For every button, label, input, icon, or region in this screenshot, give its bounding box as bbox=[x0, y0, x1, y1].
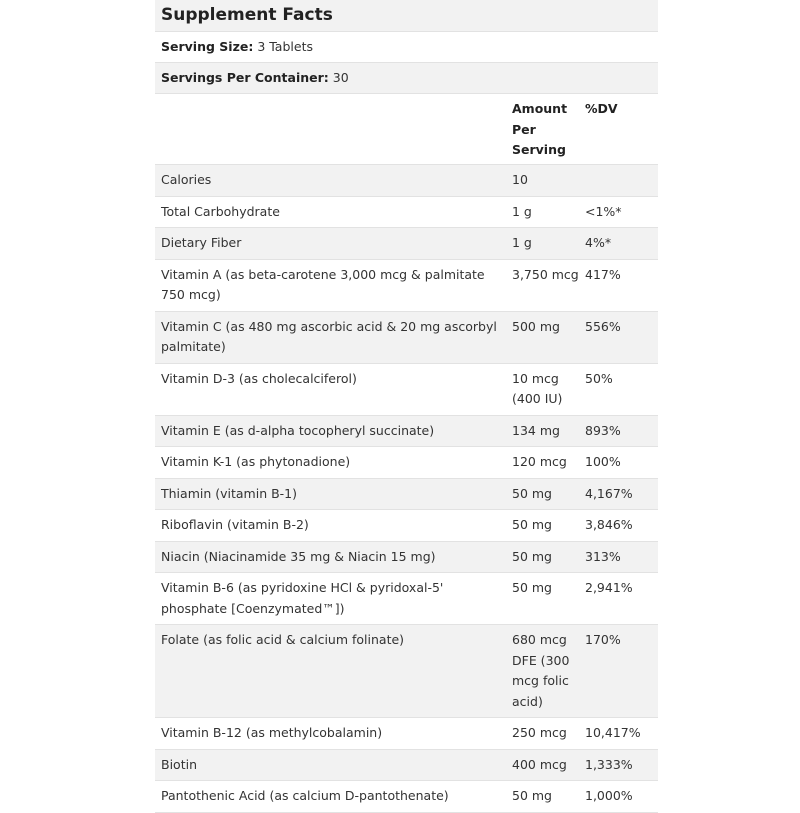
table-title: Supplement Facts bbox=[155, 0, 658, 32]
nutrient-dv: 417% bbox=[585, 266, 621, 282]
table-row bbox=[155, 312, 658, 364]
nutrient-name: Vitamin B-12 (as methylcobalamin) bbox=[161, 725, 383, 740]
nutrient-dv: 100% bbox=[585, 454, 621, 469]
table-row bbox=[155, 510, 658, 542]
table-row bbox=[155, 542, 658, 574]
nutrient-dv: 556% bbox=[585, 318, 621, 334]
header-amount: Amount Per Serving bbox=[512, 101, 568, 157]
nutrient-dv: 170% bbox=[585, 632, 621, 647]
nutrient-name: Riboflavin (vitamin B-2) bbox=[161, 517, 309, 532]
servings-per-container-value: 30 bbox=[332, 70, 349, 85]
nutrient-dv: 4,167% bbox=[585, 485, 633, 501]
header-dv: %DV bbox=[585, 101, 618, 116]
nutrient-name: Dietary Fiber bbox=[161, 235, 242, 250]
nutrient-dv: 4%* bbox=[585, 235, 612, 250]
nutrient-amount: 10 bbox=[512, 172, 528, 187]
nutrient-amount: 1 g bbox=[512, 235, 532, 250]
nutrient-dv: 313% bbox=[585, 548, 621, 564]
nutrient-dv: 3,846% bbox=[585, 517, 633, 532]
serving-size-value: 3 Tablets bbox=[257, 39, 313, 54]
table-row bbox=[155, 750, 658, 782]
nutrient-amount: 1 g bbox=[512, 203, 532, 219]
nutrient-amount: 250 mcg bbox=[512, 725, 567, 740]
nutrient-name: Folate (as folic acid & calcium folinate) bbox=[161, 632, 405, 647]
table-row bbox=[155, 781, 658, 813]
table-row bbox=[155, 364, 658, 416]
nutrient-amount: 500 mg bbox=[512, 318, 560, 334]
table-row bbox=[155, 260, 658, 312]
nutrient-name: Pantothenic Acid (as calcium D-pantothenate) bbox=[161, 788, 449, 803]
nutrient-amount: 50 mg bbox=[512, 517, 552, 532]
table-row bbox=[155, 573, 658, 625]
table-row bbox=[155, 228, 658, 260]
header-name-cell bbox=[155, 94, 506, 164]
servings-per-container-row bbox=[155, 63, 658, 94]
column-header-row bbox=[155, 94, 658, 165]
nutrient-rows bbox=[155, 165, 658, 813]
nutrient-name: Vitamin B-6 (as pyridoxine HCl & pyridoxal-5' phosphate [Coenzymated™]) bbox=[161, 580, 444, 616]
nutrient-dv: <1%* bbox=[585, 203, 622, 219]
table-row bbox=[155, 625, 658, 718]
nutrient-amount: 50 mg bbox=[512, 548, 552, 564]
nutrient-amount: 680 mcg DFE (300 mcg folic acid) bbox=[512, 632, 570, 709]
nutrient-name: Calories bbox=[161, 172, 212, 187]
nutrient-name: Vitamin K-1 (as phytonadione) bbox=[161, 454, 351, 469]
serving-size-label: Serving Size: bbox=[161, 39, 254, 54]
nutrient-name: Thiamin (vitamin B-1) bbox=[161, 485, 298, 501]
nutrient-dv: 893% bbox=[585, 422, 621, 438]
nutrient-name: Vitamin A (as beta-carotene 3,000 mcg & palmitate 750 mcg) bbox=[161, 266, 485, 302]
nutrient-name: Vitamin D-3 (as cholecalciferol) bbox=[161, 370, 357, 386]
nutrient-amount: 10 mcg (400 IU) bbox=[512, 370, 563, 406]
table-row bbox=[155, 447, 658, 479]
supplement-facts-table bbox=[155, 0, 658, 813]
nutrient-dv: 2,941% bbox=[585, 580, 633, 595]
serving-size-row bbox=[155, 32, 658, 63]
nutrient-name: Vitamin C (as 480 mg ascorbic acid & 20 mg ascorbyl palmitate) bbox=[161, 318, 497, 354]
nutrient-dv: 50% bbox=[585, 370, 613, 386]
table-row bbox=[155, 197, 658, 229]
nutrient-amount: 120 mcg bbox=[512, 454, 567, 469]
nutrient-amount: 50 mg bbox=[512, 580, 552, 595]
nutrient-name: Total Carbohydrate bbox=[161, 203, 280, 219]
nutrient-name: Biotin bbox=[161, 756, 197, 772]
nutrient-amount: 134 mg bbox=[512, 422, 560, 438]
table-row bbox=[155, 165, 658, 197]
table-row bbox=[155, 416, 658, 448]
nutrient-dv bbox=[580, 165, 658, 196]
table-row bbox=[155, 479, 658, 511]
nutrient-amount: 3,750 mcg bbox=[512, 266, 579, 282]
nutrient-amount: 50 mg bbox=[512, 788, 552, 803]
nutrient-dv: 1,000% bbox=[585, 788, 633, 803]
table-row bbox=[155, 718, 658, 750]
servings-per-container-label: Servings Per Container: bbox=[161, 70, 329, 85]
nutrient-name: Vitamin E (as d-alpha tocopheryl succinate) bbox=[161, 422, 435, 438]
nutrient-name: Niacin (Niacinamide 35 mg & Niacin 15 mg) bbox=[161, 548, 436, 564]
nutrient-amount: 50 mg bbox=[512, 485, 552, 501]
nutrient-dv: 10,417% bbox=[585, 725, 641, 740]
nutrient-amount: 400 mcg bbox=[512, 756, 567, 772]
nutrient-dv: 1,333% bbox=[585, 756, 633, 772]
